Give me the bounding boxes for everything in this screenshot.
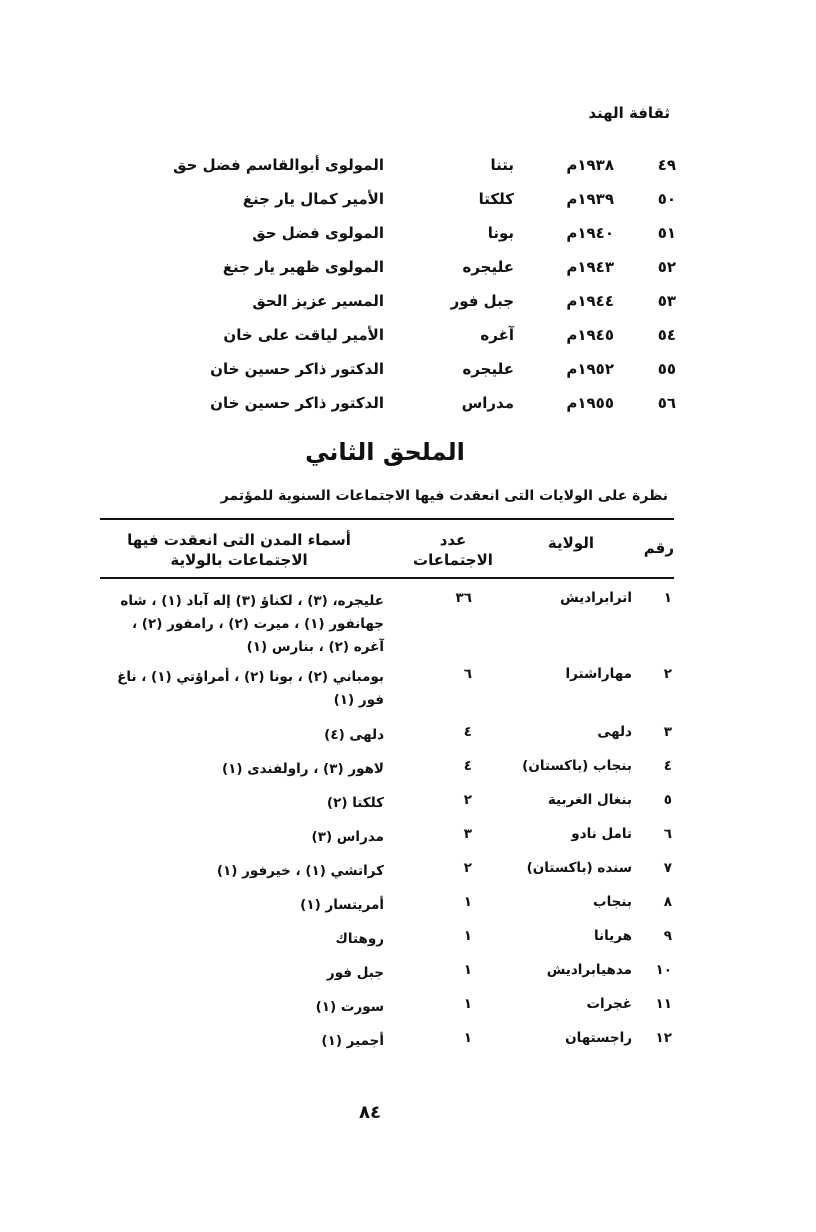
- session-row: [116, 184, 676, 218]
- row-count: ١: [463, 996, 472, 1012]
- row-count: ٣٦: [455, 590, 472, 606]
- row-state: اترابراديش: [560, 590, 632, 606]
- row-number: ١: [663, 590, 672, 606]
- session-row: [116, 354, 676, 388]
- session-president: المولوى فضل حق: [252, 224, 384, 242]
- row-count: ١: [463, 962, 472, 978]
- session-number: ٥٢: [657, 258, 676, 276]
- row-cities: دلهى (٤): [324, 727, 384, 743]
- row-number: ٥: [663, 792, 672, 808]
- row-count: ١: [463, 894, 472, 910]
- session-number: ٥٥: [657, 360, 676, 378]
- session-president: الدكتور ذاكر حسين خان: [210, 394, 384, 412]
- session-row: [116, 320, 676, 354]
- session-number: ٥١: [657, 224, 676, 242]
- row-state: سنده (باكستان): [526, 860, 632, 876]
- row-state: غجرات: [586, 996, 632, 1012]
- session-president: الأمير لياقت على خان: [223, 326, 384, 344]
- session-year: ١٩٣٩م: [566, 190, 614, 208]
- row-cities: أمريتسار (١): [300, 897, 384, 913]
- row-number: ٤: [663, 758, 672, 774]
- session-year: ١٩٤٥م: [566, 326, 614, 344]
- row-cities: أجمير (١): [321, 1033, 384, 1049]
- row-number: ١٠: [655, 962, 672, 978]
- session-city: عليجره: [462, 258, 514, 276]
- session-row: [116, 388, 676, 422]
- row-number: ١١: [655, 996, 672, 1012]
- session-row: [116, 218, 676, 252]
- row-cities: كراتشي (١) ، خيرفور (١): [216, 863, 384, 879]
- row-cities: بومباني (٢) ، بونا (٢) ، أمراؤتي (١) ، ناغ فور (١): [117, 669, 384, 708]
- sessions-list: [116, 150, 676, 422]
- row-count: ١: [463, 1030, 472, 1046]
- row-cities: لاهور (٣) ، راولفندى (١): [221, 761, 384, 777]
- session-city: بونا: [487, 224, 514, 242]
- session-city: عليجره: [462, 360, 514, 378]
- appendix-subtitle: نظرة على الولايات التى انعقدت فيها الاجتماعات السنوية للمؤتمر: [220, 488, 668, 504]
- session-president: المولوى أبوالقاسم فضل حق: [173, 156, 384, 174]
- row-number: ٢: [663, 666, 672, 682]
- session-year: ١٩٥٢م: [566, 360, 614, 378]
- session-president: المسير عزيز الحق: [252, 292, 384, 310]
- running-head: ثقافة الهند: [588, 104, 670, 122]
- session-row: [116, 252, 676, 286]
- header-state: الولاية: [547, 534, 594, 552]
- session-number: ٥٣: [657, 292, 676, 310]
- session-president: المولوى ظهير يار جنغ: [222, 258, 384, 276]
- session-number: ٥٤: [657, 326, 676, 344]
- session-year: ١٩٥٥م: [566, 394, 614, 412]
- session-number: ٥٦: [657, 394, 676, 412]
- row-state: مهاراشترا: [565, 666, 632, 682]
- row-number: ٦: [663, 826, 672, 842]
- session-year: ١٩٤٣م: [566, 258, 614, 276]
- row-number: ٣: [663, 724, 672, 740]
- row-state: بنجاب: [593, 894, 632, 910]
- row-number: ١٢: [655, 1030, 672, 1046]
- row-number: ٩: [663, 928, 672, 944]
- session-row: [116, 150, 676, 184]
- session-city: مدراس: [461, 394, 514, 412]
- session-row: [116, 286, 676, 320]
- header-cities: أسماء المدن التى انعقدت فيها الاجتماعات بالولاية: [127, 531, 351, 569]
- row-state: مدهيابراديش: [546, 962, 632, 978]
- row-state: بنغال الغربية: [547, 792, 632, 808]
- row-count: ٢: [463, 860, 472, 876]
- row-cities: كلكتا (٢): [326, 795, 384, 811]
- header-number: رقم: [643, 539, 674, 557]
- row-number: ٨: [663, 894, 672, 910]
- row-cities: روهتاك: [335, 931, 384, 947]
- table-top-rule: [100, 518, 674, 520]
- row-state: دلهى: [597, 724, 632, 740]
- row-number: ٧: [663, 860, 672, 876]
- session-city: آغره: [480, 326, 514, 344]
- session-president: الدكتور ذاكر حسين خان: [210, 360, 384, 378]
- row-state: راجستهان: [565, 1030, 632, 1046]
- row-count: ٤: [463, 724, 472, 740]
- row-count: ٦: [463, 666, 472, 682]
- row-cities: سورت (١): [315, 999, 384, 1015]
- row-count: ٣: [463, 826, 472, 842]
- row-count: ٢: [463, 792, 472, 808]
- header-count: عدد الاجتماعات: [413, 531, 493, 569]
- row-cities: مدراس (٣): [311, 829, 384, 845]
- page-number: ٨٤: [359, 1102, 381, 1123]
- session-number: ٤٩: [657, 156, 676, 174]
- session-year: ١٩٤٤م: [566, 292, 614, 310]
- table-header-rule: [100, 577, 674, 579]
- session-year: ١٩٣٨م: [566, 156, 614, 174]
- appendix-title: الملحق الثاني: [305, 438, 465, 466]
- session-year: ١٩٤٠م: [566, 224, 614, 242]
- row-count: ٤: [463, 758, 472, 774]
- session-city: بتنا: [490, 156, 514, 174]
- row-state: تامل نادو: [571, 826, 632, 842]
- row-count: ١: [463, 928, 472, 944]
- session-president: الأمير كمال يار جنغ: [242, 190, 384, 208]
- session-city: جبل فور: [450, 292, 514, 310]
- row-state: هريانا: [593, 928, 632, 944]
- row-cities: عليجره، (٣) ، لكناؤ (٣) إله آباد (١) ، شاه جهانفور (١) ، ميرت (٢) ، رامفور (٢) ، آغره (٢) ، بنارس (١): [120, 593, 384, 655]
- row-state: بنجاب (باكستان): [522, 758, 632, 774]
- session-city: كلكتا: [478, 190, 514, 208]
- row-cities: جبل فور: [326, 965, 384, 981]
- session-number: ٥٠: [657, 190, 676, 208]
